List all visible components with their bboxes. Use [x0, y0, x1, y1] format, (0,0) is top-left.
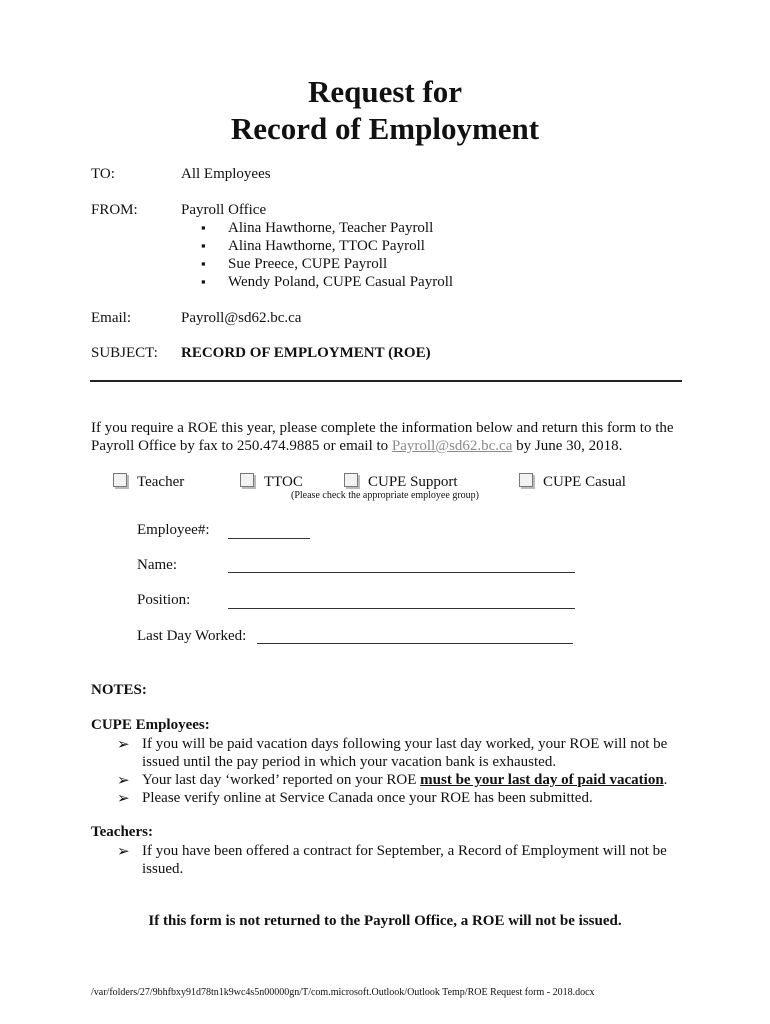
subject-label: SUBJECT:	[91, 345, 158, 361]
footer-path: /var/folders/27/9bhfbxy91d78tn1k9wc4s5n00000gn/T/com.microsoft.Outlook/Outlook Temp/ROE Request form - 2018.docx	[91, 987, 595, 998]
position-field[interactable]	[228, 608, 575, 609]
from-value: Payroll Office	[181, 202, 267, 218]
name-label: Name:	[137, 557, 177, 573]
email-value: Payroll@sd62.bc.ca	[181, 310, 302, 326]
checkbox-icon	[240, 473, 254, 487]
header-divider	[90, 380, 682, 382]
from-list-item: ▪ Sue Preece, CUPE Payroll	[204, 256, 387, 273]
intro-paragraph: If you require a ROE this year, please complete the information below and return this form to the Payroll Office by fax to 250.474.9885 or email to Payroll@sd62.bc.ca by June 30, 2018.	[91, 420, 674, 454]
to-value: All Employees	[181, 166, 271, 182]
checkbox-icon	[113, 473, 127, 487]
last-day-field[interactable]	[257, 643, 573, 644]
from-list-item: ▪ Alina Hawthorne, TTOC Payroll	[204, 238, 425, 255]
from-list-item: ▪ Alina Hawthorne, Teacher Payroll	[204, 220, 433, 237]
title-line-1: Request for	[307, 74, 463, 109]
subject-value: RECORD OF EMPLOYMENT (ROE)	[181, 345, 431, 361]
name-field[interactable]	[228, 572, 575, 573]
checkbox-teacher[interactable]: Teacher	[113, 473, 184, 491]
employee-number-field[interactable]	[228, 538, 310, 539]
from-list-item: ▪ Wendy Poland, CUPE Casual Payroll	[204, 274, 453, 291]
arrow-bullet-icon: ➢	[117, 737, 130, 753]
title-line-2: Record of Employment	[230, 111, 540, 146]
last-day-label: Last Day Worked:	[137, 628, 247, 644]
notes-heading: NOTES:	[91, 682, 147, 698]
warning-text: If this form is not returned to the Payroll Office, a ROE will not be issued.	[148, 913, 622, 929]
teachers-heading: Teachers:	[91, 824, 153, 840]
group-hint: (Please check the appropriate employee group)	[291, 490, 479, 501]
to-label: TO:	[91, 166, 115, 182]
arrow-bullet-icon: ➢	[117, 773, 130, 789]
email-label: Email:	[91, 310, 131, 326]
position-label: Position:	[137, 592, 191, 608]
employee-number-label: Employee#:	[137, 522, 210, 538]
checkbox-ttoc[interactable]: TTOC	[240, 473, 303, 491]
checkbox-icon	[519, 473, 533, 487]
checkbox-cupe-support[interactable]: CUPE Support	[344, 473, 458, 491]
cupe-heading: CUPE Employees:	[91, 717, 210, 733]
arrow-bullet-icon: ➢	[117, 844, 130, 860]
arrow-bullet-icon: ➢	[117, 791, 130, 807]
checkbox-cupe-casual[interactable]: CUPE Casual	[519, 473, 626, 491]
email-link[interactable]: Payroll@sd62.bc.ca	[391, 438, 513, 454]
from-label: FROM:	[91, 202, 138, 218]
checkbox-icon	[344, 473, 358, 487]
